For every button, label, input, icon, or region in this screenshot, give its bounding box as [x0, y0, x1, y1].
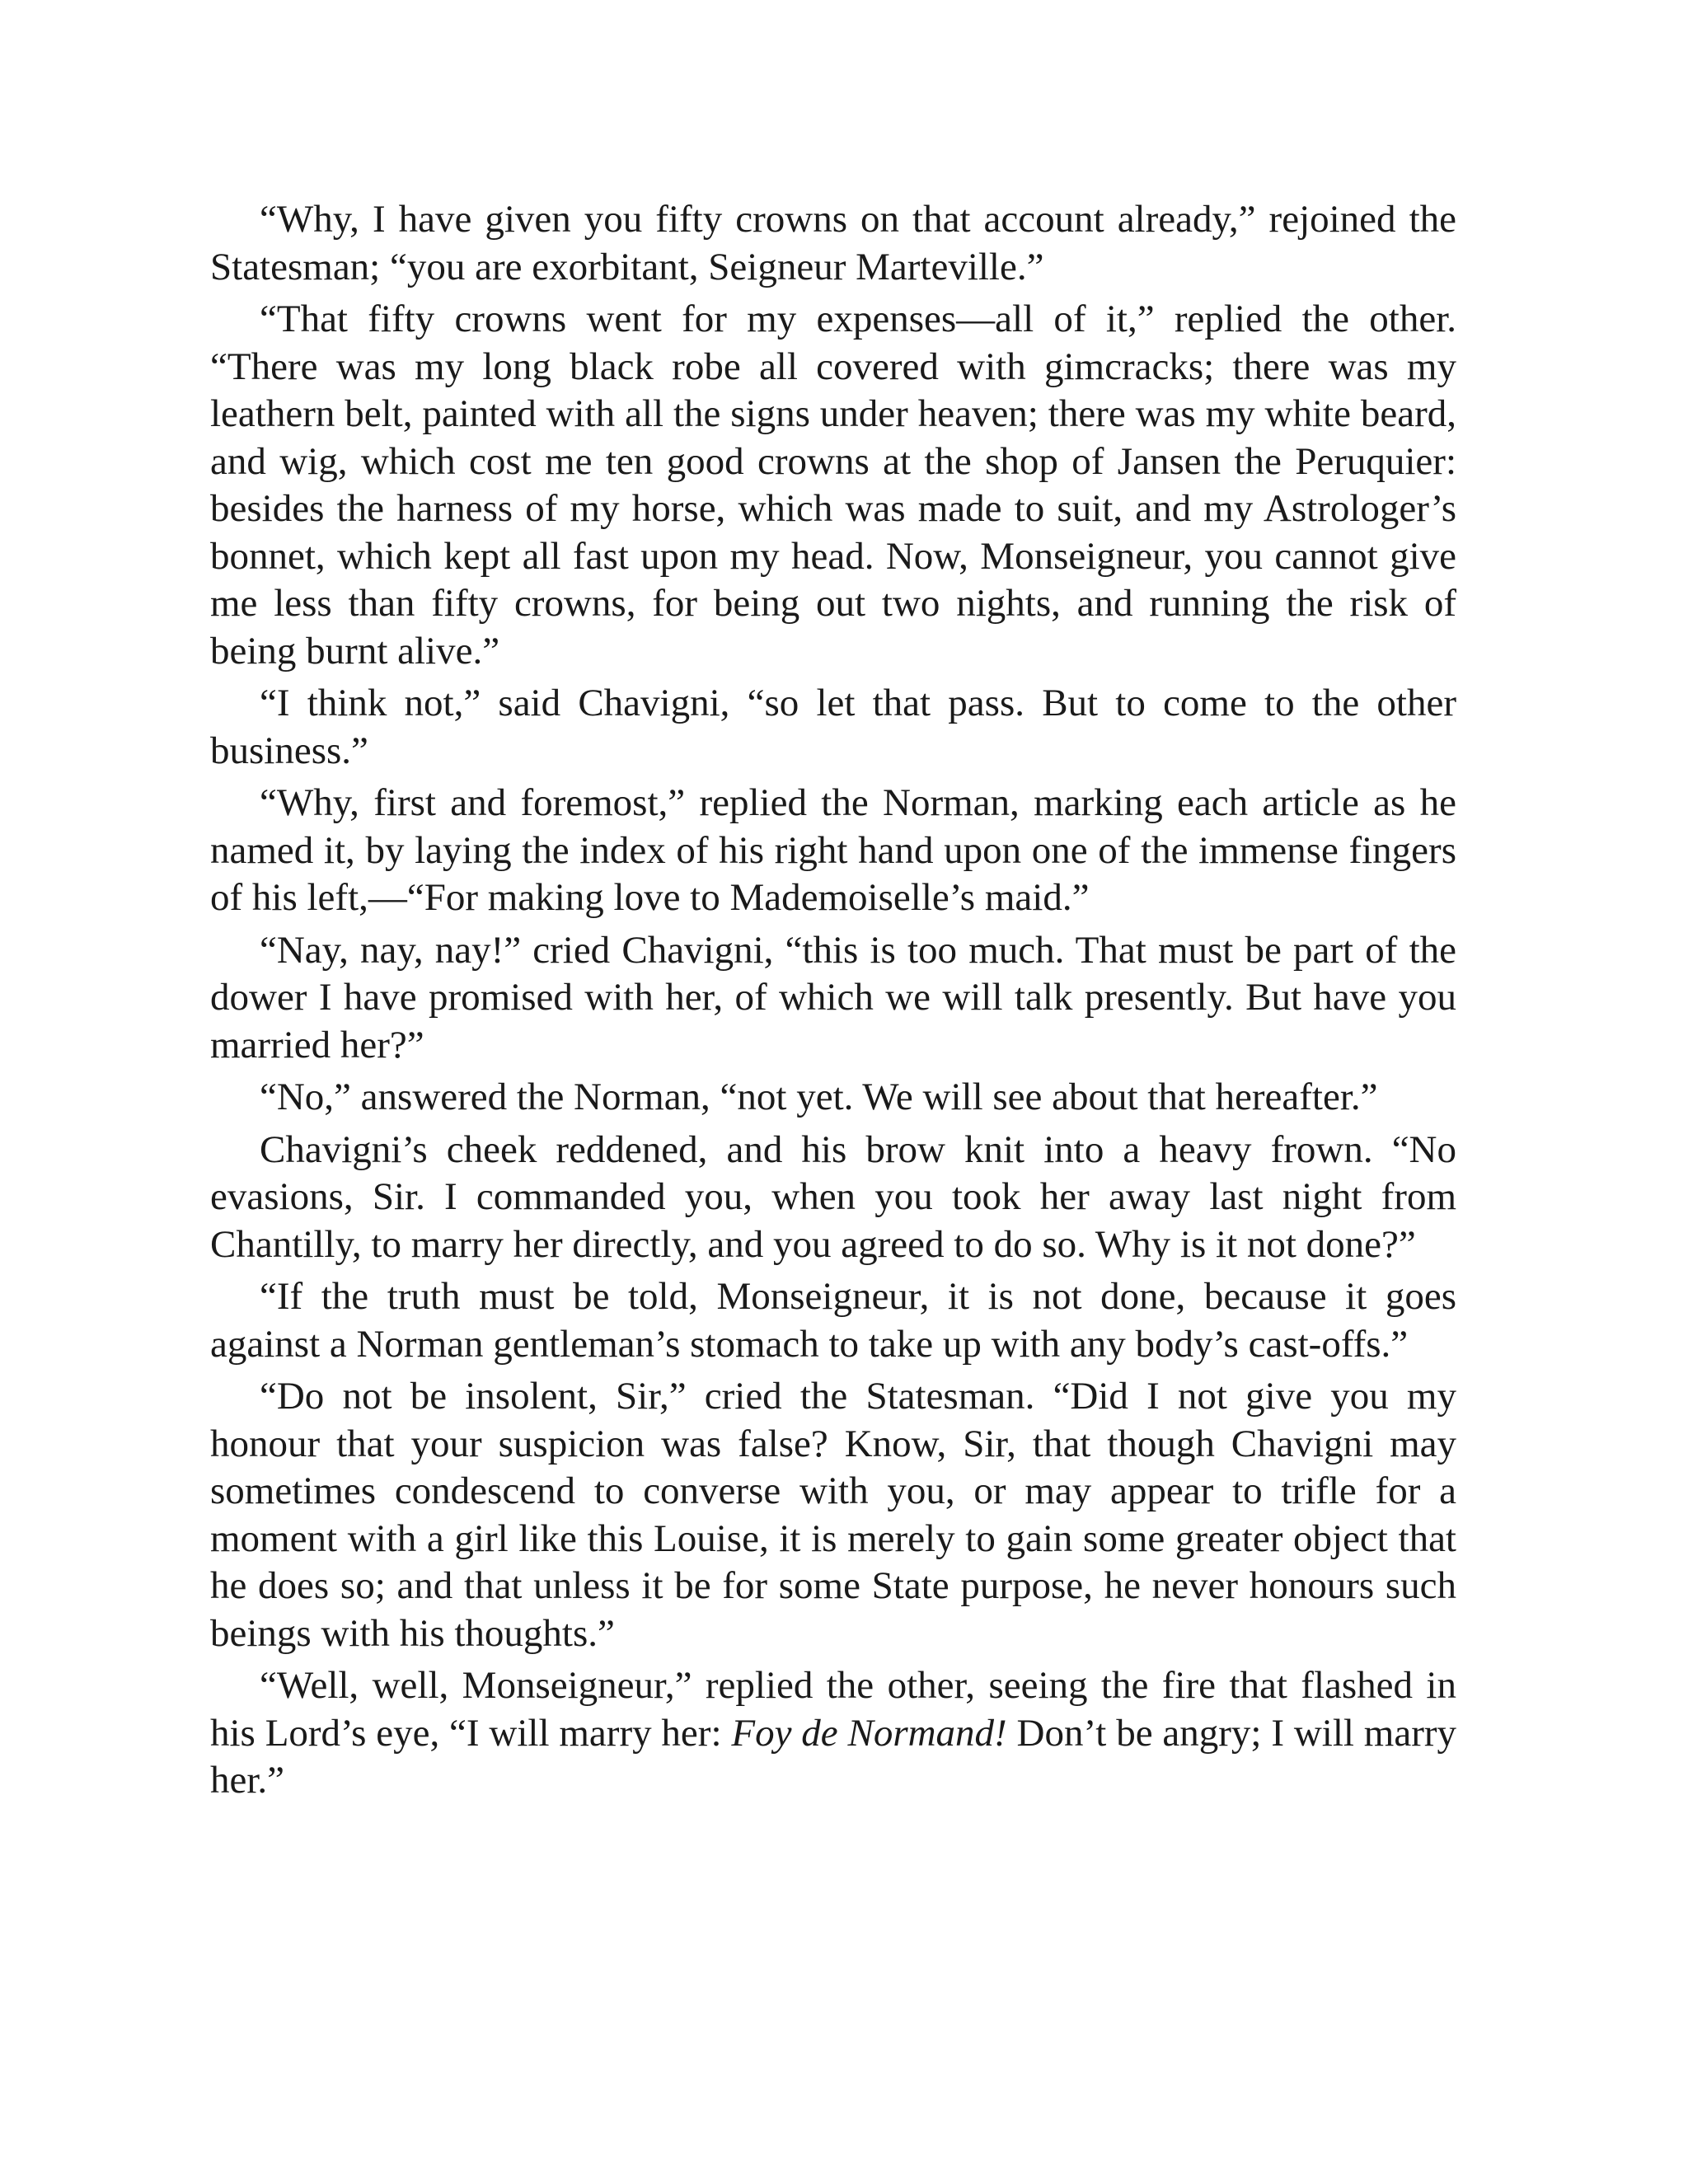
paragraph: “Why, I have given you fifty crowns on that account already,” rejoined the Statesman; “you are exorbitant, Seigneur Marteville.” — [210, 198, 1456, 288]
paragraph: “I think not,” said Chavigni, “so let that pass. But to come to the other business.” — [210, 682, 1456, 772]
italic-phrase: Foy de Normand! — [731, 1711, 1007, 1755]
paragraph-text-before-italic: “Well, well, Monseigneur,” replied the other, seeing the fire that flashed in his Lord’s eye, “I will marry her: — [210, 1664, 1456, 1755]
paragraph: “Do not be insolent, Sir,” cried the Statesman. “Did I not give you my honour that your suspicion was false? Know, Sir, that though Chavigni may sometimes condescend to converse with you, or may appear to trifle for a moment with a girl like this Louise, it is merely to gain some greater object that he does so; and that unless it be for some State purpose, he never honours such beings with his thoughts.” — [210, 1375, 1456, 1655]
paragraph-text-after-italic: Don’t be angry; I will marry her.” — [210, 1711, 1456, 1802]
paragraph: “Nay, nay, nay!” cried Chavigni, “this is too much. That must be part of the dower I have promised with her, of which we will talk presently. But have you married her?” — [210, 928, 1456, 1066]
paragraph: “No,” answered the Norman, “not yet. We will see about that hereafter.” — [260, 1076, 1378, 1118]
book-page — [210, 196, 1456, 1810]
paragraph: “That fifty crowns went for my expenses—all of it,” replied the other. “There was my long black robe all covered with gimcracks; there was my leathern belt, painted with all the signs under heaven; there was my white beard, and wig, which cost me ten good crowns at the shop of Jansen the Peruquier: besides the harness of my horse, which was made to suit, and my Astrologer’s bonnet, which kept all fast upon my head. Now, Monseigneur, you cannot give me less than fifty crowns, for being out two nights, and running the risk of being burnt alive.” — [210, 298, 1456, 673]
paragraph: “Why, first and foremost,” replied the Norman, marking each article as he named it, by laying the index of his right hand upon one of the immense fingers of his left,—“For making love to Mademoiselle’s maid.” — [210, 781, 1456, 919]
paragraph: “If the truth must be told, Monseigneur, it is not done, because it goes against a Norman gentleman’s stomach to take up with any body’s cast-offs.” — [210, 1275, 1456, 1366]
paragraph: Chavigni’s cheek reddened, and his brow knit into a heavy frown. “No evasions, Sir. I commanded you, when you took her away last night from Chantilly, to marry her directly, and you agreed to do so. Why is it not done?” — [210, 1127, 1456, 1266]
paragraph — [210, 1662, 1456, 1805]
